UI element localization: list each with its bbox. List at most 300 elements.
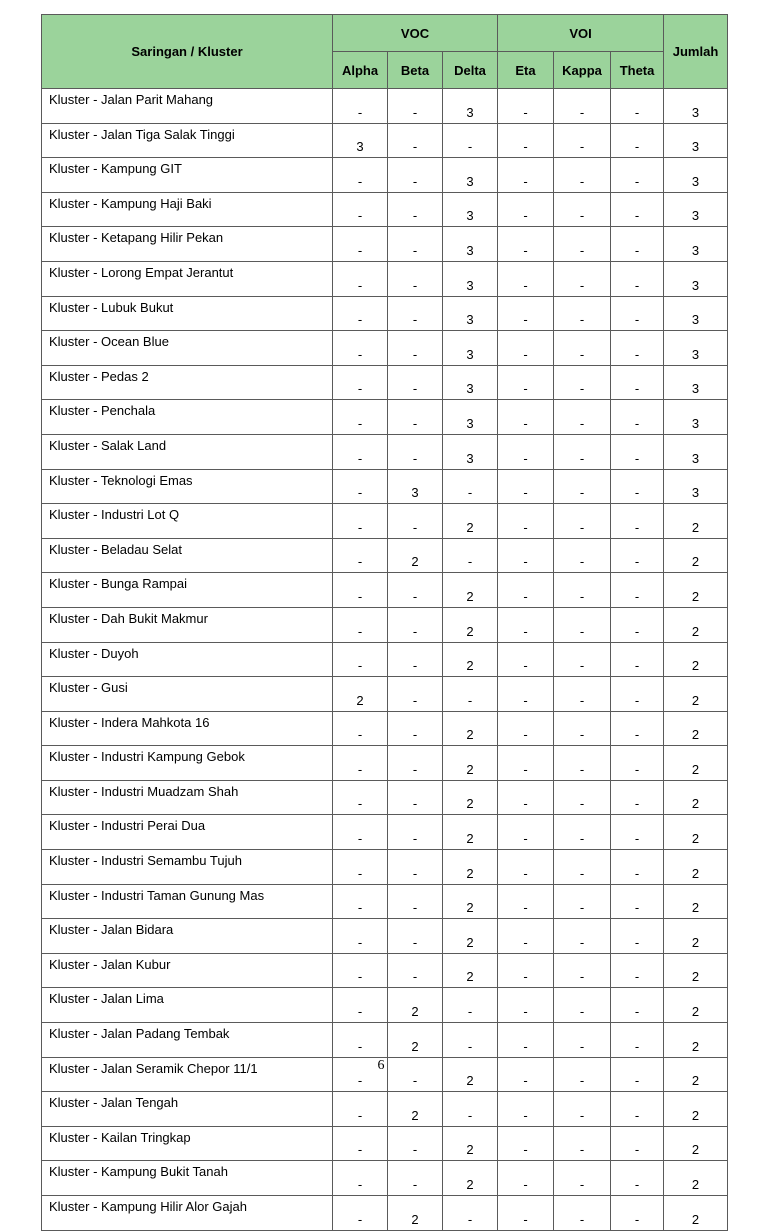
kappa-cell: - [554,746,611,781]
theta-cell: - [611,227,664,262]
theta-cell: - [611,1161,664,1196]
alpha-cell: - [333,988,388,1023]
header-voi-group: VOI [498,15,664,52]
beta-cell: - [388,1126,443,1161]
cluster-name-cell: Kluster - Ketapang Hilir Pekan [42,227,333,262]
eta-cell: - [498,331,554,366]
header-voc-group: VOC [333,15,498,52]
kappa-cell: - [554,192,611,227]
alpha-cell: - [333,1161,388,1196]
cluster-name-cell: Kluster - Kampung Hilir Alor Gajah [42,1196,333,1231]
cluster-name-cell: Kluster - Industri Kampung Gebok [42,746,333,781]
delta-cell: 2 [443,1126,498,1161]
eta-cell: - [498,711,554,746]
cluster-name-cell: Kluster - Kailan Tringkap [42,1126,333,1161]
alpha-cell: - [333,365,388,400]
jumlah-cell: 2 [664,850,728,885]
kappa-cell: - [554,677,611,712]
alpha-cell: - [333,1023,388,1058]
kappa-cell: - [554,780,611,815]
kappa-cell: - [554,1126,611,1161]
eta-cell: - [498,192,554,227]
alpha-cell: 3 [333,123,388,158]
eta-cell: - [498,434,554,469]
jumlah-cell: 2 [664,884,728,919]
theta-cell: - [611,607,664,642]
jumlah-cell: 3 [664,192,728,227]
kappa-cell: - [554,1161,611,1196]
table-row [42,469,728,504]
header-kappa: Kappa [554,52,611,89]
beta-cell: - [388,504,443,539]
eta-cell: - [498,1196,554,1231]
cluster-name-cell: Kluster - Lubuk Bukut [42,296,333,331]
beta-cell: - [388,365,443,400]
table-row [42,607,728,642]
cluster-name-cell: Kluster - Jalan Kubur [42,953,333,988]
alpha-cell: - [333,158,388,193]
theta-cell: - [611,988,664,1023]
beta-cell: - [388,677,443,712]
delta-cell: - [443,1023,498,1058]
alpha-cell: - [333,434,388,469]
cluster-name-cell: Kluster - Jalan Lima [42,988,333,1023]
kappa-cell: - [554,607,611,642]
table-row [42,1126,728,1161]
cluster-name-cell: Kluster - Indera Mahkota 16 [42,711,333,746]
beta-cell: - [388,573,443,608]
theta-cell: - [611,331,664,366]
kappa-cell: - [554,227,611,262]
beta-cell: - [388,89,443,124]
theta-cell: - [611,123,664,158]
jumlah-cell: 3 [664,469,728,504]
eta-cell: - [498,89,554,124]
header-eta: Eta [498,52,554,89]
alpha-cell: - [333,192,388,227]
kappa-cell: - [554,89,611,124]
table-header [42,15,728,89]
alpha-cell: - [333,331,388,366]
jumlah-cell: 2 [664,815,728,850]
theta-cell: - [611,642,664,677]
theta-cell: - [611,815,664,850]
beta-cell: - [388,607,443,642]
beta-cell: - [388,261,443,296]
eta-cell: - [498,953,554,988]
cluster-name-cell: Kluster - Industri Lot Q [42,504,333,539]
delta-cell: 3 [443,89,498,124]
table-row [42,953,728,988]
theta-cell: - [611,365,664,400]
theta-cell: - [611,1023,664,1058]
eta-cell: - [498,850,554,885]
table-row [42,780,728,815]
delta-cell: 2 [443,1057,498,1092]
kappa-cell: - [554,434,611,469]
jumlah-cell: 2 [664,1126,728,1161]
jumlah-cell: 3 [664,365,728,400]
delta-cell: 2 [443,919,498,954]
jumlah-cell: 2 [664,919,728,954]
beta-cell: - [388,1161,443,1196]
table-row [42,331,728,366]
beta-cell: - [388,780,443,815]
alpha-cell: - [333,469,388,504]
alpha-cell: - [333,607,388,642]
jumlah-cell: 3 [664,434,728,469]
beta-cell: - [388,434,443,469]
table-row [42,850,728,885]
table-row [42,1161,728,1196]
kappa-cell: - [554,296,611,331]
beta-cell: - [388,953,443,988]
delta-cell: 3 [443,434,498,469]
theta-cell: - [611,884,664,919]
alpha-cell: - [333,89,388,124]
theta-cell: - [611,780,664,815]
jumlah-cell: 2 [664,642,728,677]
header-saringan-kluster: Saringan / Kluster [42,15,333,89]
table-row [42,400,728,435]
jumlah-cell: 2 [664,573,728,608]
cluster-name-cell: Kluster - Industri Perai Dua [42,815,333,850]
alpha-cell: - [333,850,388,885]
alpha-cell: - [333,884,388,919]
cluster-name-cell: Kluster - Jalan Tengah [42,1092,333,1127]
jumlah-cell: 2 [664,711,728,746]
eta-cell: - [498,573,554,608]
jumlah-cell: 3 [664,400,728,435]
delta-cell: 2 [443,573,498,608]
theta-cell: - [611,1126,664,1161]
delta-cell: 2 [443,815,498,850]
header-beta: Beta [388,52,443,89]
jumlah-cell: 2 [664,677,728,712]
theta-cell: - [611,1196,664,1231]
jumlah-cell: 2 [664,988,728,1023]
cluster-name-cell: Kluster - Jalan Tiga Salak Tinggi [42,123,333,158]
alpha-cell: - [333,1126,388,1161]
alpha-cell: - [333,400,388,435]
eta-cell: - [498,365,554,400]
eta-cell: - [498,746,554,781]
theta-cell: - [611,711,664,746]
beta-cell: 2 [388,1196,443,1231]
alpha-cell: - [333,296,388,331]
delta-cell: 2 [443,711,498,746]
beta-cell: - [388,919,443,954]
kappa-cell: - [554,400,611,435]
eta-cell: - [498,400,554,435]
delta-cell: - [443,1196,498,1231]
alpha-cell: - [333,227,388,262]
table-row [42,504,728,539]
jumlah-cell: 2 [664,1161,728,1196]
jumlah-cell: 2 [664,1196,728,1231]
kappa-cell: - [554,504,611,539]
theta-cell: - [611,677,664,712]
table-row [42,677,728,712]
eta-cell: - [498,227,554,262]
kappa-cell: - [554,988,611,1023]
beta-cell: - [388,296,443,331]
eta-cell: - [498,158,554,193]
alpha-cell: - [333,504,388,539]
delta-cell: 3 [443,296,498,331]
beta-cell: 3 [388,469,443,504]
delta-cell: - [443,677,498,712]
beta-cell: - [388,850,443,885]
jumlah-cell: 2 [664,1057,728,1092]
theta-cell: - [611,400,664,435]
alpha-cell: 2 [333,677,388,712]
eta-cell: - [498,504,554,539]
alpha-cell: - [333,953,388,988]
page-number: 6 [377,1058,385,1073]
eta-cell: - [498,1126,554,1161]
jumlah-cell: 3 [664,123,728,158]
kappa-cell: - [554,469,611,504]
jumlah-cell: 3 [664,89,728,124]
kappa-cell: - [554,331,611,366]
table-row [42,746,728,781]
cluster-name-cell: Kluster - Industri Muadzam Shah [42,780,333,815]
cluster-name-cell: Kluster - Kampung Haji Baki [42,192,333,227]
alpha-cell: - [333,1092,388,1127]
jumlah-cell: 3 [664,158,728,193]
beta-cell: - [388,884,443,919]
table-row [42,573,728,608]
kappa-cell: - [554,642,611,677]
beta-cell: 2 [388,988,443,1023]
table-row [42,158,728,193]
kappa-cell: - [554,1092,611,1127]
delta-cell: 3 [443,365,498,400]
jumlah-cell: 2 [664,780,728,815]
jumlah-cell: 3 [664,227,728,262]
jumlah-cell: 2 [664,953,728,988]
cluster-name-cell: Kluster - Teknologi Emas [42,469,333,504]
eta-cell: - [498,1057,554,1092]
kappa-cell: - [554,573,611,608]
table-row [42,988,728,1023]
eta-cell: - [498,261,554,296]
beta-cell: - [388,123,443,158]
kappa-cell: - [554,123,611,158]
beta-cell: - [388,642,443,677]
kappa-cell: - [554,1057,611,1092]
jumlah-cell: 3 [664,261,728,296]
header-alpha: Alpha [333,52,388,89]
header-jumlah: Jumlah [664,15,728,89]
beta-cell: - [388,192,443,227]
delta-cell: 2 [443,850,498,885]
kappa-cell: - [554,1196,611,1231]
theta-cell: - [611,538,664,573]
theta-cell: - [611,919,664,954]
theta-cell: - [611,746,664,781]
delta-cell: 2 [443,884,498,919]
delta-cell: 3 [443,261,498,296]
kappa-cell: - [554,1023,611,1058]
theta-cell: - [611,953,664,988]
delta-cell: 2 [443,504,498,539]
theta-cell: - [611,573,664,608]
eta-cell: - [498,677,554,712]
cluster-name-cell: Kluster - Jalan Bidara [42,919,333,954]
jumlah-cell: 2 [664,1023,728,1058]
table-row [42,123,728,158]
table-row [42,815,728,850]
theta-cell: - [611,504,664,539]
table-row [42,192,728,227]
kappa-cell: - [554,953,611,988]
kappa-cell: - [554,365,611,400]
alpha-cell: - [333,573,388,608]
alpha-cell: - [333,261,388,296]
cluster-name-cell: Kluster - Salak Land [42,434,333,469]
beta-cell: - [388,158,443,193]
eta-cell: - [498,1092,554,1127]
delta-cell: 2 [443,746,498,781]
cluster-name-cell: Kluster - Jalan Seramik Chepor 11/1 [42,1057,333,1092]
alpha-cell: - [333,538,388,573]
kappa-cell: - [554,815,611,850]
cluster-name-cell: Kluster - Jalan Parit Mahang [42,89,333,124]
cluster-name-cell: Kluster - Kampung GIT [42,158,333,193]
eta-cell: - [498,642,554,677]
delta-cell: - [443,538,498,573]
table-row [42,711,728,746]
theta-cell: - [611,469,664,504]
eta-cell: - [498,123,554,158]
table-row [42,642,728,677]
cluster-name-cell: Kluster - Kampung Bukit Tanah [42,1161,333,1196]
beta-cell: - [388,746,443,781]
delta-cell: - [443,988,498,1023]
delta-cell: 3 [443,227,498,262]
beta-cell: - [388,1057,443,1092]
eta-cell: - [498,884,554,919]
header-delta: Delta [443,52,498,89]
delta-cell: - [443,123,498,158]
kappa-cell: - [554,711,611,746]
kappa-cell: - [554,919,611,954]
delta-cell: 2 [443,642,498,677]
table-row [42,1196,728,1231]
eta-cell: - [498,538,554,573]
delta-cell: 2 [443,953,498,988]
table-row [42,434,728,469]
kappa-cell: - [554,850,611,885]
table-row [42,538,728,573]
theta-cell: - [611,261,664,296]
delta-cell: 2 [443,607,498,642]
beta-cell: - [388,815,443,850]
delta-cell: 3 [443,192,498,227]
beta-cell: - [388,400,443,435]
cluster-name-cell: Kluster - Industri Taman Gunung Mas [42,884,333,919]
delta-cell: 3 [443,331,498,366]
header-theta: Theta [611,52,664,89]
alpha-cell: - [333,780,388,815]
jumlah-cell: 2 [664,746,728,781]
delta-cell: 3 [443,400,498,435]
cluster-name-cell: Kluster - Lorong Empat Jerantut [42,261,333,296]
eta-cell: - [498,1161,554,1196]
table-row [42,365,728,400]
beta-cell: - [388,711,443,746]
beta-cell: - [388,331,443,366]
kappa-cell: - [554,884,611,919]
table-row [42,1092,728,1127]
table-row [42,884,728,919]
alpha-cell: - [333,1057,388,1092]
theta-cell: - [611,850,664,885]
jumlah-cell: 3 [664,296,728,331]
cluster-name-cell: Kluster - Bunga Rampai [42,573,333,608]
cluster-name-cell: Kluster - Ocean Blue [42,331,333,366]
beta-cell: 2 [388,1023,443,1058]
eta-cell: - [498,919,554,954]
cluster-name-cell: Kluster - Pedas 2 [42,365,333,400]
cluster-name-cell: Kluster - Beladau Selat [42,538,333,573]
jumlah-cell: 2 [664,1092,728,1127]
jumlah-cell: 3 [664,331,728,366]
table-row [42,1023,728,1058]
eta-cell: - [498,469,554,504]
table-row [42,296,728,331]
cluster-name-cell: Kluster - Jalan Padang Tembak [42,1023,333,1058]
alpha-cell: - [333,1196,388,1231]
cluster-name-cell: Kluster - Industri Semambu Tujuh [42,850,333,885]
eta-cell: - [498,780,554,815]
alpha-cell: - [333,919,388,954]
theta-cell: - [611,434,664,469]
delta-cell: 2 [443,1161,498,1196]
kappa-cell: - [554,158,611,193]
theta-cell: - [611,296,664,331]
table-row [42,89,728,124]
eta-cell: - [498,1023,554,1058]
beta-cell: 2 [388,1092,443,1127]
kappa-cell: - [554,538,611,573]
eta-cell: - [498,296,554,331]
theta-cell: - [611,158,664,193]
theta-cell: - [611,1057,664,1092]
jumlah-cell: 2 [664,538,728,573]
eta-cell: - [498,988,554,1023]
alpha-cell: - [333,642,388,677]
delta-cell: - [443,469,498,504]
table-row [42,261,728,296]
theta-cell: - [611,1092,664,1127]
jumlah-cell: 2 [664,504,728,539]
delta-cell: 3 [443,158,498,193]
eta-cell: - [498,607,554,642]
eta-cell: - [498,815,554,850]
jumlah-cell: 2 [664,607,728,642]
cluster-name-cell: Kluster - Gusi [42,677,333,712]
theta-cell: - [611,192,664,227]
delta-cell: - [443,1092,498,1127]
delta-cell: 2 [443,780,498,815]
cluster-name-cell: Kluster - Penchala [42,400,333,435]
variant-cluster-table [41,14,728,1231]
theta-cell: - [611,89,664,124]
alpha-cell: - [333,746,388,781]
